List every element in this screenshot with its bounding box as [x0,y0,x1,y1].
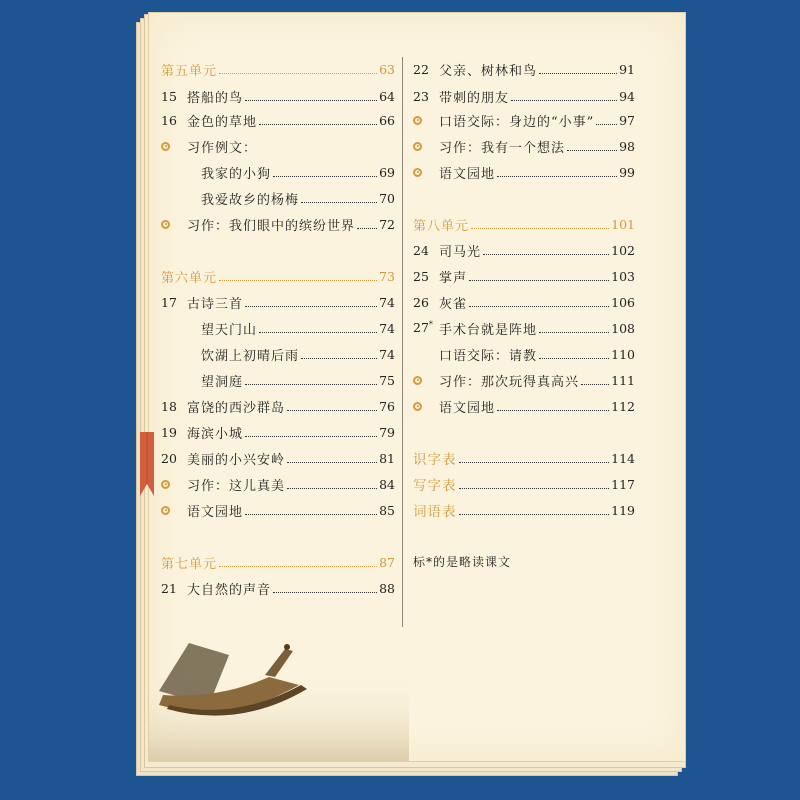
toc-bullet-row[interactable] [413,109,635,131]
entry-title: 习作：我有一个想法 [439,140,566,156]
dot-leader [596,124,617,125]
entry-title: 识字表 [413,452,457,468]
dot-leader [497,410,609,411]
entry-title: 饮湖上初晴后雨 [201,348,300,364]
toc-lesson-row[interactable] [161,291,395,313]
toc-sub-row[interactable] [161,161,395,183]
boat-illustration [149,613,409,761]
dot-leader [287,462,377,463]
dot-leader [471,228,609,229]
toc-sub-row[interactable] [161,343,395,365]
entry-title: 金色的草地 [187,114,258,130]
page-number: 87 [379,554,395,570]
lesson-number: 26 [413,294,429,310]
toc-sub-row[interactable] [161,317,395,339]
entry-title: 第七单元 [161,556,218,572]
toc-bullet-row[interactable] [413,161,635,183]
toc-appendix-row[interactable] [413,473,635,495]
toc-lesson-row[interactable] [413,265,635,287]
page-number: 70 [379,190,395,206]
toc-unit-row[interactable] [161,551,395,573]
entry-title: 手术台就是阵地 [439,322,538,338]
page-number: 119 [611,502,635,518]
dot-leader [219,73,377,74]
dot-leader [511,100,617,101]
page-number: 85 [379,502,395,518]
lesson-number: 25 [413,268,429,284]
page-number: 97 [619,112,635,128]
circle-bullet-icon [161,506,170,515]
page-number: 114 [611,450,635,466]
entry-title: 习作例文： [187,140,258,156]
circle-bullet-icon [413,402,422,411]
lesson-number: 23 [413,88,429,104]
dot-leader [459,462,610,463]
bullet-marker [413,376,439,385]
dot-leader [219,566,377,567]
dot-leader [539,73,617,74]
toc-plain-row[interactable] [413,343,635,365]
toc-lesson-row[interactable] [161,109,395,131]
entry-title: 语文园地 [439,166,496,182]
entry-title: 语文园地 [439,400,496,416]
entry-title: 第八单元 [413,218,470,234]
entry-title: 灰雀 [439,296,468,312]
skim-reading-mark: * [428,320,433,330]
red-bookmark-ribbon [140,432,154,496]
entry-title: 大自然的声音 [187,582,272,598]
entry-title: 写字表 [413,478,457,494]
entry-title: 美丽的小兴安岭 [187,452,286,468]
entry-title: 掌声 [439,270,468,286]
column-divider [402,57,403,627]
toc-lesson-row[interactable] [161,421,395,443]
bullet-marker [413,142,439,151]
toc-appendix-row[interactable] [413,499,635,521]
toc-bullet-row[interactable] [161,473,395,495]
dot-leader [245,384,377,385]
page-number: 75 [379,372,395,388]
lesson-number: 20 [161,450,177,466]
page-number: 117 [611,476,635,492]
entry-title: 富饶的西沙群岛 [187,400,286,416]
entry-title: 搭船的鸟 [187,90,244,106]
entry-title: 父亲、树林和鸟 [439,63,538,79]
toc-unit-row[interactable] [413,213,635,235]
entry-title: 习作：这儿真美 [187,478,286,494]
dot-leader [273,176,377,177]
bullet-marker [413,402,439,411]
toc-bullet-row[interactable] [413,135,635,157]
page-number: 81 [379,450,395,466]
toc-lesson-row[interactable] [413,85,635,107]
toc-lesson-row[interactable] [413,317,635,339]
dot-leader [567,150,617,151]
entry-title: 我家的小狗 [201,166,272,182]
lesson-number: 15 [161,88,177,104]
dot-leader [245,100,377,101]
dot-leader [357,228,377,229]
entry-title: 望天门山 [201,322,258,338]
lesson-number: 16 [161,112,177,128]
circle-bullet-icon [413,168,422,177]
circle-bullet-icon [413,116,422,125]
toc-lesson-row[interactable] [161,577,395,599]
bullet-marker [161,506,187,515]
page-number: 64 [379,88,395,104]
entry-title: 古诗三首 [187,296,244,312]
dot-leader [539,332,609,333]
circle-bullet-icon [161,220,170,229]
page-number: 94 [619,88,635,104]
dot-leader [459,514,610,515]
entry-title: 习作：我们眼中的缤纷世界 [187,218,356,234]
table-of-contents-page [148,12,686,762]
page-number: 98 [619,138,635,154]
bullet-marker [413,168,439,177]
page-number: 63 [379,61,395,77]
dot-leader [219,280,377,281]
entry-title: 司马光 [439,244,482,260]
dot-leader [259,124,377,125]
toc-lesson-row[interactable] [413,58,635,80]
toc-sub-row[interactable] [161,369,395,391]
dot-leader [245,306,377,307]
dot-leader [469,306,609,307]
bullet-marker [161,220,187,229]
page-number: 69 [379,164,395,180]
entry-title: 第五单元 [161,63,218,79]
toc-bullet-row[interactable] [161,135,395,157]
dot-leader [245,514,377,515]
entry-title: 口语交际：身边的“小事” [439,114,595,130]
page-number: 103 [611,268,635,284]
page-number: 79 [379,424,395,440]
dot-leader [459,488,610,489]
page-number: 91 [619,61,635,77]
circle-bullet-icon [413,376,422,385]
toc-unit-row[interactable] [161,265,395,287]
circle-bullet-icon [161,142,170,151]
dot-leader [287,410,377,411]
lesson-number: 22 [413,61,429,77]
dot-leader [301,202,377,203]
dot-leader [469,280,609,281]
bullet-marker [413,116,439,125]
lesson-number: 18 [161,398,177,414]
entry-title: 习作：那次玩得真高兴 [439,374,580,390]
dot-leader [245,436,377,437]
entry-title: 望洞庭 [201,374,244,390]
dot-leader [259,332,377,333]
toc-bullet-row[interactable] [413,395,635,417]
toc-lesson-row[interactable] [161,85,395,107]
toc-sub-row[interactable] [161,187,395,209]
page-number: 112 [611,398,635,414]
page-number: 102 [611,242,635,258]
entry-title: 语文园地 [187,504,244,520]
toc-bullet-row[interactable] [161,499,395,521]
page-number: 74 [379,320,395,336]
entry-title: 海滨小城 [187,426,244,442]
entry-title: 口语交际：请教 [439,348,538,364]
dot-leader [483,254,609,255]
lesson-number: 21 [161,580,177,596]
toc-lesson-row[interactable] [413,291,635,313]
dot-leader [581,384,609,385]
bullet-marker [161,480,187,489]
page-number: 72 [379,216,395,232]
toc-bullet-row[interactable] [413,369,635,391]
page-number: 99 [619,164,635,180]
entry-title: 词语表 [413,504,457,520]
dot-leader [273,592,377,593]
page-number: 110 [611,346,635,362]
page-number: 111 [611,372,635,388]
lesson-number: 17 [161,294,177,310]
page-number: 74 [379,294,395,310]
toc-lesson-row[interactable] [161,395,395,417]
page-number: 74 [379,346,395,362]
toc-appendix-row[interactable] [413,447,635,469]
bullet-marker [161,142,187,151]
circle-bullet-icon [161,480,170,489]
toc-lesson-row[interactable] [413,239,635,261]
lesson-number: 19 [161,424,177,440]
page-number: 101 [611,216,635,232]
entry-title: 带刺的朋友 [439,90,510,106]
page-number: 73 [379,268,395,284]
lesson-number: 24 [413,242,429,258]
page-number: 108 [611,320,635,336]
dot-leader [287,488,377,489]
page-number: 66 [379,112,395,128]
dot-leader [497,176,617,177]
toc-bullet-row[interactable] [161,213,395,235]
toc-unit-row[interactable] [161,58,395,80]
lesson-number: 27* [413,320,433,336]
page-number: 76 [379,398,395,414]
page-number: 106 [611,294,635,310]
entry-title: 第六单元 [161,270,218,286]
page-number: 84 [379,476,395,492]
circle-bullet-icon [413,142,422,151]
dot-leader [301,358,377,359]
page-number: 88 [379,580,395,596]
entry-title: 我爱故乡的杨梅 [201,192,300,208]
skim-reading-note: 标*的是略读课文 [413,555,512,569]
toc-lesson-row[interactable] [161,447,395,469]
dot-leader [539,358,609,359]
